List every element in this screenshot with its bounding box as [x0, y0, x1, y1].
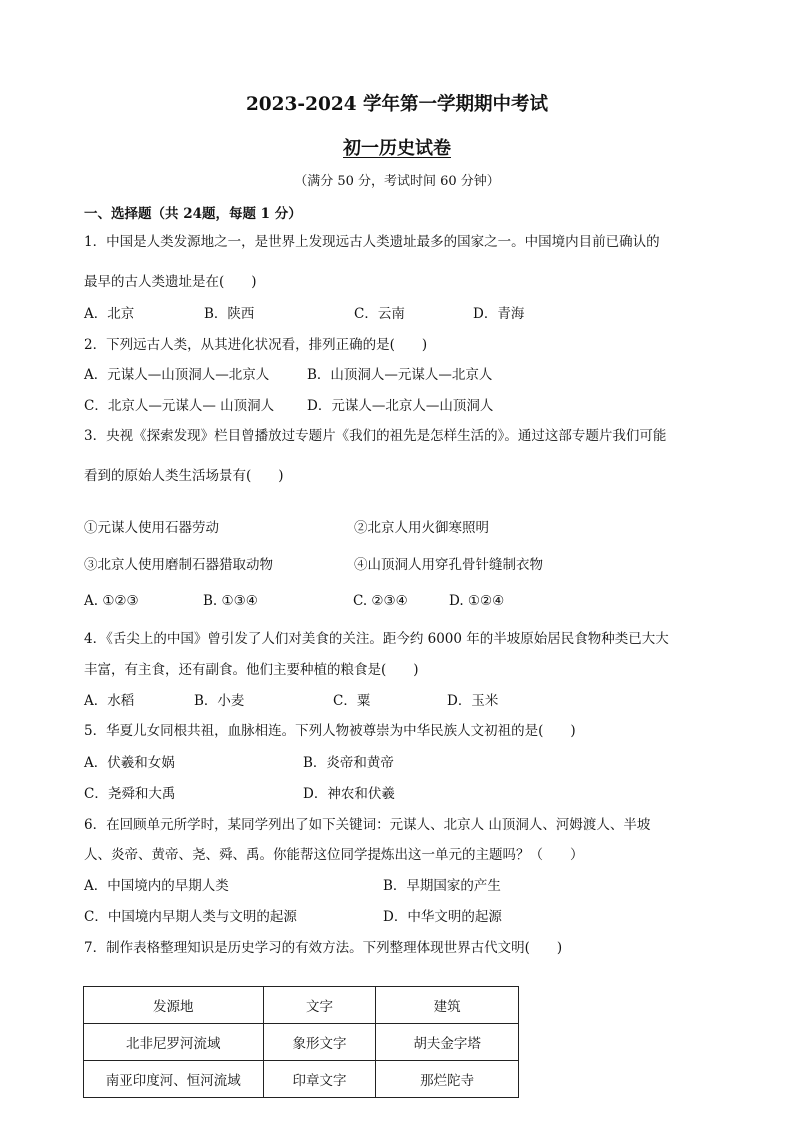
question-3-option-a: A. ①②③	[84, 593, 139, 609]
question-2-line-1: 2．下列远古人类，从其进化状况看，排列正确的是( )	[84, 337, 428, 353]
table-cell: 南亚印度河、恒河流域	[84, 1061, 264, 1098]
question-3-line-1: 3．央视《探索发现》栏目曾播放过专题片《我们的祖先是怎样生活的》。通过这部专题片我们可能	[84, 428, 667, 444]
question-2-option-b: B．山顶洞人—元谋人—北京人	[307, 367, 493, 383]
question-1-option-d: D．青海	[473, 306, 525, 322]
subject-title: 初一历史试卷	[343, 138, 451, 159]
question-6-line-2: 人、炎帝、黄帝、尧、舜、禹。你能帮这位同学提炼出这一单元的主题吗？（ ）	[84, 847, 584, 863]
exam-note: （满分 50 分，考试时间 60 分钟）	[294, 174, 500, 189]
question-1-option-a: A．北京	[84, 306, 135, 322]
table-cell: 那烂陀寺	[376, 1061, 519, 1098]
question-2-option-d: D．元谋人—北京人—山顶洞人	[307, 398, 494, 414]
question-1-line-1: 1．中国是人类发源地之一，是世界上发现远古人类遗址最多的国家之一。中国境内目前已确认的	[84, 234, 660, 250]
question-3-line-2: 看到的原始人类生活场景有( )	[84, 468, 284, 484]
question-7-line-1: 7．制作表格整理知识是历史学习的有效方法。下列整理体现世界古代文明( )	[84, 940, 563, 956]
exam-subtitle	[0, 137, 794, 161]
question-5-option-d: D．神农和伏羲	[303, 786, 395, 802]
table-header-cell: 文字	[263, 987, 376, 1024]
table-row	[84, 1061, 519, 1098]
question-4-line-1: 4．《舌尖上的中国》曾引发了人们对美食的关注。距今约 6000 年的半坡原始居民食物种类已大大	[84, 631, 669, 647]
question-3-item-2: ②北京人用火御寒照明	[354, 520, 489, 536]
question-4-option-b: B．小麦	[194, 693, 245, 709]
question-1-option-c: C．云南	[354, 306, 405, 322]
table-cell: 胡夫金字塔	[376, 1024, 519, 1061]
question-6-line-1: 6．在回顾单元所学时，某同学列出了如下关键词：元谋人、北京人 山顶洞人、河姆渡人、半坡	[84, 817, 651, 833]
question-5-line-1: 5．华夏儿女同根共祖，血脉相连。下列人物被尊崇为中华民族人文初祖的是( )	[84, 723, 576, 739]
question-5-option-a: A．伏羲和女娲	[84, 755, 175, 771]
question-1-option-b: B．陕西	[204, 306, 255, 322]
question-4-option-a: A．水稻	[84, 693, 135, 709]
table-header-cell: 发源地	[84, 987, 264, 1024]
question-5-option-b: B．炎帝和黄帝	[303, 755, 394, 771]
section-heading: 一、选择题（共 24题，每题 1 分）	[84, 206, 302, 222]
question-3-item-4: ④山顶洞人用穿孔骨针缝制衣物	[354, 557, 543, 573]
question-6-option-a: A．中国境内的早期人类	[84, 878, 229, 894]
exam-title: 2023-2024 学年第一学期期中考试	[245, 94, 549, 115]
question-3-option-b: B. ①③④	[203, 593, 258, 609]
table-cell: 印章文字	[263, 1061, 376, 1098]
question-2-option-a: A．元谋人—山顶洞人—北京人	[84, 367, 270, 383]
table-cell: 象形文字	[263, 1024, 376, 1061]
table-cell: 北非尼罗河流域	[84, 1024, 264, 1061]
question-3-option-c: C. ②③④	[353, 593, 408, 609]
table-header-row	[84, 987, 519, 1024]
question-5-option-c: C．尧舜和大禹	[84, 786, 176, 802]
question-1-line-2: 最早的古人类遗址是在( )	[84, 274, 257, 290]
question-6-option-c: C．中国境内早期人类与文明的起源	[84, 909, 297, 925]
civilization-table	[83, 986, 519, 1098]
question-3-item-1: ①元谋人使用石器劳动	[84, 520, 219, 536]
question-2-option-c: C．北京人—元谋人— 山顶洞人	[84, 398, 275, 414]
question-6-option-b: B．早期国家的产生	[383, 878, 501, 894]
question-3-item-3: ③北京人使用磨制石器猎取动物	[84, 557, 273, 573]
question-3-option-d: D. ①②④	[449, 593, 505, 609]
question-6-option-d: D．中华文明的起源	[383, 909, 502, 925]
table-header-cell: 建筑	[376, 987, 519, 1024]
table-row	[84, 1024, 519, 1061]
question-4-line-2: 丰富，有主食，还有副食。他们主要种植的粮食是( )	[84, 662, 419, 678]
question-4-option-d: D．玉米	[447, 693, 499, 709]
question-4-option-c: C．粟	[333, 693, 371, 709]
